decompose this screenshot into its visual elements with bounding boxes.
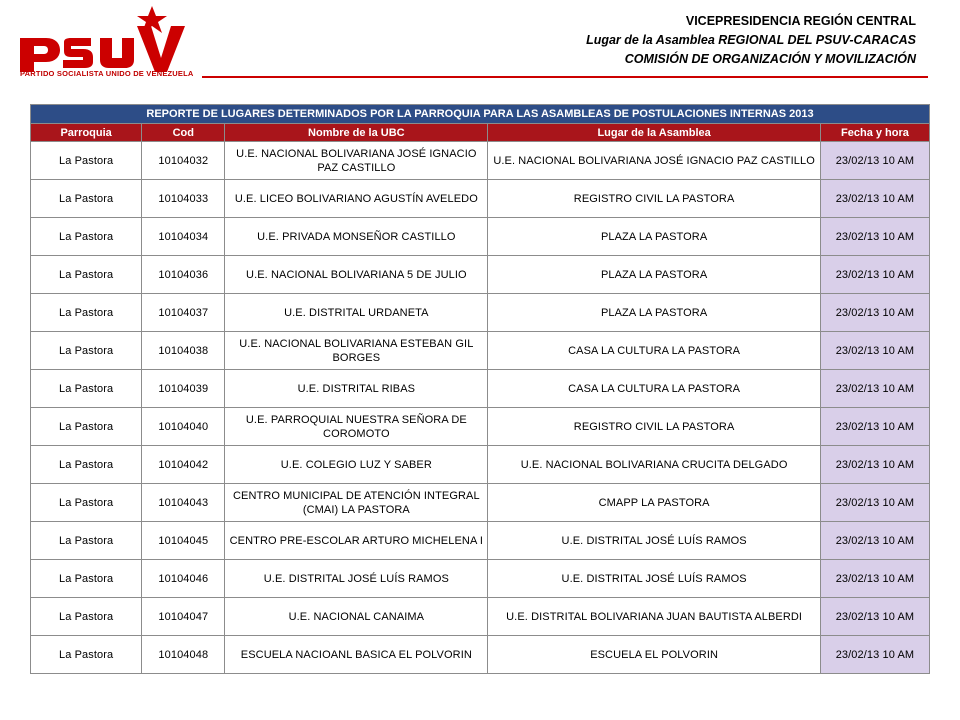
table-row bbox=[31, 446, 930, 484]
table-row bbox=[31, 598, 930, 636]
cell-lugar-asamblea: PLAZA LA PASTORA bbox=[488, 256, 821, 294]
cell-parroquia: La Pastora bbox=[31, 636, 142, 674]
cell-lugar-asamblea: U.E. DISTRITAL JOSÉ LUÍS RAMOS bbox=[488, 560, 821, 598]
cell-lugar-asamblea: PLAZA LA PASTORA bbox=[488, 294, 821, 332]
cell-nombre-ubc: U.E. DISTRITAL RIBAS bbox=[225, 370, 488, 408]
cell-fecha-hora: 23/02/13 10 AM bbox=[820, 218, 929, 256]
cell-cod: 10104042 bbox=[142, 446, 225, 484]
header-line-lugar: Lugar de la Asamblea REGIONAL DEL PSUV-CARACAS bbox=[586, 33, 916, 47]
cell-cod: 10104045 bbox=[142, 522, 225, 560]
cell-parroquia: La Pastora bbox=[31, 370, 142, 408]
report-rows bbox=[31, 142, 930, 674]
page-header bbox=[586, 12, 916, 69]
cell-fecha-hora: 23/02/13 10 AM bbox=[820, 484, 929, 522]
cell-lugar-asamblea: U.E. NACIONAL BOLIVARIANA JOSÉ IGNACIO PAZ CASTILLO bbox=[488, 142, 821, 180]
table-row bbox=[31, 522, 930, 560]
table-row bbox=[31, 142, 930, 180]
cell-parroquia: La Pastora bbox=[31, 218, 142, 256]
table-row bbox=[31, 370, 930, 408]
cell-fecha-hora: 23/02/13 10 AM bbox=[820, 446, 929, 484]
cell-lugar-asamblea: CASA LA CULTURA LA PASTORA bbox=[488, 370, 821, 408]
cell-nombre-ubc: U.E. DISTRITAL URDANETA bbox=[225, 294, 488, 332]
psuv-logo bbox=[16, 6, 196, 76]
cell-fecha-hora: 23/02/13 10 AM bbox=[820, 370, 929, 408]
cell-parroquia: La Pastora bbox=[31, 446, 142, 484]
cell-cod: 10104037 bbox=[142, 294, 225, 332]
cell-cod: 10104048 bbox=[142, 636, 225, 674]
cell-lugar-asamblea: REGISTRO CIVIL LA PASTORA bbox=[488, 408, 821, 446]
cell-fecha-hora: 23/02/13 10 AM bbox=[820, 180, 929, 218]
column-header-cod: Cod bbox=[142, 124, 225, 142]
cell-fecha-hora: 23/02/13 10 AM bbox=[820, 408, 929, 446]
cell-lugar-asamblea: ESCUELA EL POLVORIN bbox=[488, 636, 821, 674]
cell-parroquia: La Pastora bbox=[31, 598, 142, 636]
cell-lugar-asamblea: CMAPP LA PASTORA bbox=[488, 484, 821, 522]
cell-parroquia: La Pastora bbox=[31, 142, 142, 180]
cell-lugar-asamblea: U.E. DISTRITAL BOLIVARIANA JUAN BAUTISTA ALBERDI bbox=[488, 598, 821, 636]
cell-nombre-ubc: CENTRO PRE-ESCOLAR ARTURO MICHELENA I bbox=[225, 522, 488, 560]
cell-cod: 10104047 bbox=[142, 598, 225, 636]
cell-fecha-hora: 23/02/13 10 AM bbox=[820, 256, 929, 294]
cell-cod: 10104032 bbox=[142, 142, 225, 180]
cell-fecha-hora: 23/02/13 10 AM bbox=[820, 294, 929, 332]
report-title: REPORTE DE LUGARES DETERMINADOS POR LA PARROQUIA PARA LAS ASAMBLEAS DE POSTULACIONES INTERNAS 2013 bbox=[31, 105, 930, 124]
cell-cod: 10104038 bbox=[142, 332, 225, 370]
header-line-vicepresidencia: VICEPRESIDENCIA REGIÓN CENTRAL bbox=[685, 14, 916, 28]
cell-lugar-asamblea: U.E. NACIONAL BOLIVARIANA CRUCITA DELGADO bbox=[488, 446, 821, 484]
cell-parroquia: La Pastora bbox=[31, 180, 142, 218]
cell-parroquia: La Pastora bbox=[31, 408, 142, 446]
cell-nombre-ubc: U.E. DISTRITAL JOSÉ LUÍS RAMOS bbox=[225, 560, 488, 598]
cell-nombre-ubc: U.E. NACIONAL BOLIVARIANA ESTEBAN GIL BORGES bbox=[225, 332, 488, 370]
report-table bbox=[30, 104, 930, 674]
column-header-fecha-hora: Fecha y hora bbox=[820, 124, 929, 142]
cell-cod: 10104039 bbox=[142, 370, 225, 408]
cell-parroquia: La Pastora bbox=[31, 560, 142, 598]
header-divider bbox=[202, 76, 928, 78]
cell-cod: 10104046 bbox=[142, 560, 225, 598]
cell-fecha-hora: 23/02/13 10 AM bbox=[820, 560, 929, 598]
table-row bbox=[31, 560, 930, 598]
cell-fecha-hora: 23/02/13 10 AM bbox=[820, 636, 929, 674]
table-row bbox=[31, 332, 930, 370]
cell-nombre-ubc: U.E. NACIONAL BOLIVARIANA 5 DE JULIO bbox=[225, 256, 488, 294]
cell-fecha-hora: 23/02/13 10 AM bbox=[820, 142, 929, 180]
table-row bbox=[31, 484, 930, 522]
cell-cod: 10104040 bbox=[142, 408, 225, 446]
cell-nombre-ubc: U.E. NACIONAL CANAIMA bbox=[225, 598, 488, 636]
cell-nombre-ubc: CENTRO MUNICIPAL DE ATENCIÓN INTEGRAL (CMAI) LA PASTORA bbox=[225, 484, 488, 522]
cell-lugar-asamblea: REGISTRO CIVIL LA PASTORA bbox=[488, 180, 821, 218]
cell-parroquia: La Pastora bbox=[31, 484, 142, 522]
header-line-comision: COMISIÓN DE ORGANIZACIÓN Y MOVILIZACIÓN bbox=[624, 52, 916, 66]
logo-caption: PARTIDO SOCIALISTA UNIDO DE VENEZUELA bbox=[20, 69, 194, 78]
cell-nombre-ubc: U.E. NACIONAL BOLIVARIANA JOSÉ IGNACIO PAZ CASTILLO bbox=[225, 142, 488, 180]
column-header-nombre-ubc: Nombre de la UBC bbox=[225, 124, 488, 142]
cell-lugar-asamblea: CASA LA CULTURA LA PASTORA bbox=[488, 332, 821, 370]
cell-parroquia: La Pastora bbox=[31, 294, 142, 332]
cell-lugar-asamblea: PLAZA LA PASTORA bbox=[488, 218, 821, 256]
column-header-lugar-asamblea: Lugar de la Asamblea bbox=[488, 124, 821, 142]
cell-lugar-asamblea: U.E. DISTRITAL JOSÉ LUÍS RAMOS bbox=[488, 522, 821, 560]
cell-fecha-hora: 23/02/13 10 AM bbox=[820, 598, 929, 636]
table-row bbox=[31, 180, 930, 218]
table-row bbox=[31, 408, 930, 446]
cell-fecha-hora: 23/02/13 10 AM bbox=[820, 522, 929, 560]
cell-nombre-ubc: U.E. COLEGIO LUZ Y SABER bbox=[225, 446, 488, 484]
cell-nombre-ubc: U.E. LICEO BOLIVARIANO AGUSTÍN AVELEDO bbox=[225, 180, 488, 218]
cell-nombre-ubc: U.E. PRIVADA MONSEÑOR CASTILLO bbox=[225, 218, 488, 256]
table-row bbox=[31, 294, 930, 332]
cell-nombre-ubc: U.E. PARROQUIAL NUESTRA SEÑORA DE COROMOTO bbox=[225, 408, 488, 446]
column-header-parroquia: Parroquia bbox=[31, 124, 142, 142]
cell-cod: 10104033 bbox=[142, 180, 225, 218]
cell-cod: 10104036 bbox=[142, 256, 225, 294]
cell-cod: 10104043 bbox=[142, 484, 225, 522]
cell-parroquia: La Pastora bbox=[31, 256, 142, 294]
cell-nombre-ubc: ESCUELA NACIOANL BASICA EL POLVORIN bbox=[225, 636, 488, 674]
cell-fecha-hora: 23/02/13 10 AM bbox=[820, 332, 929, 370]
cell-parroquia: La Pastora bbox=[31, 522, 142, 560]
cell-parroquia: La Pastora bbox=[31, 332, 142, 370]
table-row bbox=[31, 218, 930, 256]
cell-cod: 10104034 bbox=[142, 218, 225, 256]
table-row bbox=[31, 636, 930, 674]
table-row bbox=[31, 256, 930, 294]
